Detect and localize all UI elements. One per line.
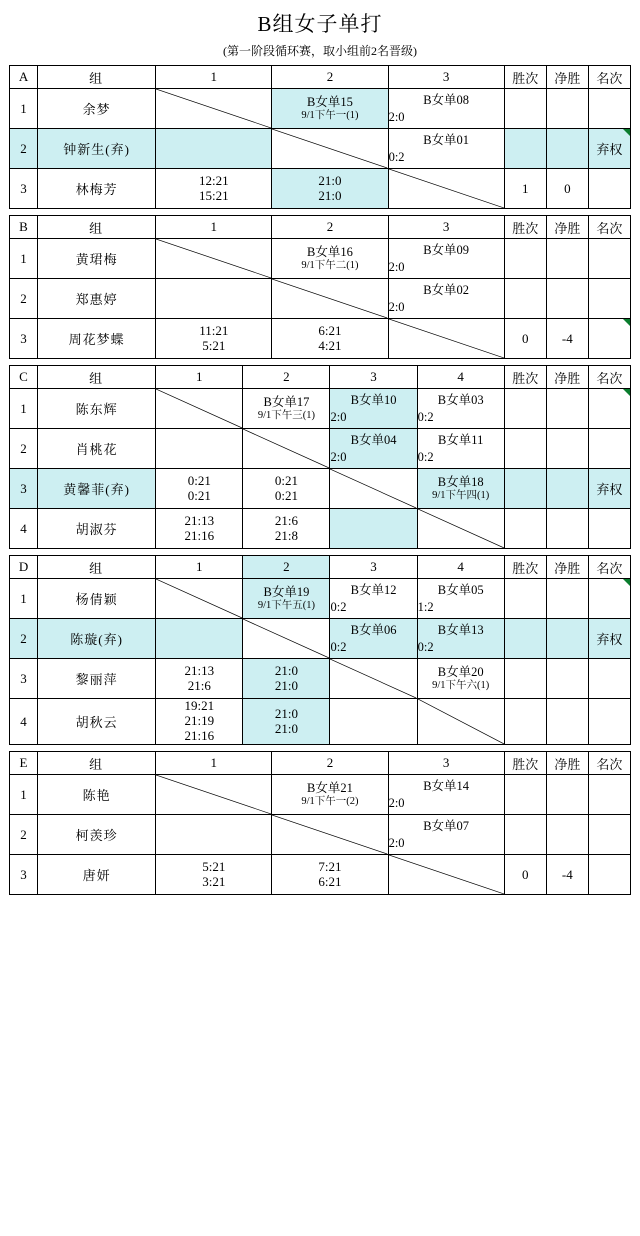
set-score: 21:16 bbox=[184, 527, 215, 543]
diagonal-cell bbox=[156, 775, 272, 815]
diagonal-cell bbox=[156, 239, 272, 279]
score-cell[interactable] bbox=[272, 319, 388, 359]
set-score: 21:0 bbox=[274, 677, 298, 693]
player-name: 周花梦蝶 bbox=[38, 319, 156, 359]
table-row bbox=[10, 509, 631, 549]
rank-value bbox=[588, 579, 630, 619]
set-score: 6:21 bbox=[318, 873, 342, 889]
group-letter: E bbox=[10, 752, 38, 775]
wins-value bbox=[504, 89, 546, 129]
match-time: 9/1下午一(1) bbox=[301, 109, 359, 121]
match-code: B女单20 bbox=[437, 665, 484, 680]
match-cell[interactable] bbox=[243, 389, 330, 429]
rank-header: 名次 bbox=[588, 556, 630, 579]
net-value bbox=[546, 279, 588, 319]
rank-value bbox=[588, 239, 630, 279]
wins-header: 胜次 bbox=[504, 556, 546, 579]
wins-header: 胜次 bbox=[504, 752, 546, 775]
group-table-c bbox=[9, 365, 631, 549]
table-row bbox=[10, 699, 631, 745]
match-time: 9/1下午三(1) bbox=[257, 409, 315, 421]
page-subtitle: (第一阶段循环赛，取小组前2名晋级) bbox=[223, 44, 417, 58]
net-value bbox=[546, 469, 588, 509]
empty-cell bbox=[156, 429, 243, 469]
group-letter: D bbox=[10, 556, 38, 579]
match-result: 2:0 bbox=[330, 450, 347, 464]
player-name: 余梦 bbox=[38, 89, 156, 129]
match-code: B女单19 bbox=[263, 585, 310, 600]
player-name: 柯羡珍 bbox=[38, 815, 156, 855]
set-score: 21:0 bbox=[318, 187, 342, 203]
match-cell[interactable] bbox=[417, 469, 504, 509]
net-value bbox=[546, 619, 588, 659]
column-header-3: 3 bbox=[330, 556, 417, 579]
row-index: 2 bbox=[10, 815, 38, 855]
diagonal-cell bbox=[156, 89, 272, 129]
diagonal-cell bbox=[388, 169, 504, 209]
match-result: 0:2 bbox=[388, 150, 405, 164]
set-score: 7:21 bbox=[318, 858, 342, 874]
column-header-2: 2 bbox=[272, 752, 388, 775]
match-code: B女单13 bbox=[437, 622, 484, 637]
match-code: B女单12 bbox=[350, 582, 397, 597]
rank-value bbox=[588, 775, 630, 815]
net-value bbox=[546, 699, 588, 745]
column-header-2: 2 bbox=[272, 216, 388, 239]
rank-value: 弃权 bbox=[588, 469, 630, 509]
score-cell[interactable] bbox=[272, 169, 388, 209]
match-cell[interactable] bbox=[330, 619, 417, 659]
column-header-3: 3 bbox=[330, 366, 417, 389]
net-value bbox=[546, 509, 588, 549]
score-cell[interactable] bbox=[243, 699, 330, 745]
set-score: 21:6 bbox=[187, 677, 211, 693]
set-score: 6:21 bbox=[318, 322, 342, 338]
column-header-2: 2 bbox=[243, 366, 330, 389]
match-time: 9/1下午四(1) bbox=[432, 489, 490, 501]
row-index: 4 bbox=[10, 699, 38, 745]
player-name: 钟新生(弃) bbox=[38, 129, 156, 169]
net-value: 0 bbox=[546, 169, 588, 209]
row-index: 3 bbox=[10, 855, 38, 895]
net-value bbox=[546, 239, 588, 279]
row-index: 1 bbox=[10, 775, 38, 815]
table-row bbox=[10, 279, 631, 319]
match-cell[interactable] bbox=[388, 239, 504, 279]
set-score: 0:21 bbox=[187, 472, 211, 488]
table-row bbox=[10, 855, 631, 895]
net-value bbox=[546, 389, 588, 429]
row-index: 2 bbox=[10, 429, 38, 469]
column-header-2: 2 bbox=[243, 556, 330, 579]
wins-value bbox=[504, 279, 546, 319]
group-zu-label: 组 bbox=[38, 66, 156, 89]
match-cell[interactable] bbox=[272, 775, 388, 815]
set-score: 19:21 bbox=[184, 698, 215, 714]
player-name: 黄馨菲(弃) bbox=[38, 469, 156, 509]
set-score: 11:21 bbox=[199, 322, 229, 338]
wins-value: 0 bbox=[504, 319, 546, 359]
set-score: 0:21 bbox=[274, 487, 298, 503]
row-index: 1 bbox=[10, 89, 38, 129]
group-zu-label: 组 bbox=[38, 216, 156, 239]
wins-value: 0 bbox=[504, 855, 546, 895]
match-cell[interactable] bbox=[330, 389, 417, 429]
column-header-1: 1 bbox=[156, 556, 243, 579]
net-header: 净胜 bbox=[546, 752, 588, 775]
net-value: -4 bbox=[546, 855, 588, 895]
column-header-3: 3 bbox=[388, 66, 504, 89]
table-row bbox=[10, 619, 631, 659]
table-row bbox=[10, 579, 631, 619]
empty-cell bbox=[330, 699, 417, 745]
table-row bbox=[10, 239, 631, 279]
score-cell[interactable] bbox=[156, 169, 272, 209]
group-table-a bbox=[9, 65, 631, 209]
player-name: 林梅芳 bbox=[38, 169, 156, 209]
wins-value bbox=[504, 239, 546, 279]
match-cell[interactable] bbox=[388, 815, 504, 855]
match-cell[interactable] bbox=[388, 279, 504, 319]
score-cell[interactable] bbox=[243, 509, 330, 549]
rank-header: 名次 bbox=[588, 216, 630, 239]
row-index: 1 bbox=[10, 239, 38, 279]
group-header-row bbox=[10, 66, 631, 89]
match-code: B女单07 bbox=[423, 818, 470, 833]
empty-cell bbox=[156, 279, 272, 319]
score-cell[interactable] bbox=[156, 319, 272, 359]
set-score: 21:13 bbox=[184, 512, 215, 528]
wins-value bbox=[504, 469, 546, 509]
column-header-3: 3 bbox=[388, 216, 504, 239]
net-header: 净胜 bbox=[546, 556, 588, 579]
row-index: 2 bbox=[10, 129, 38, 169]
row-index: 1 bbox=[10, 579, 38, 619]
column-header-2: 2 bbox=[272, 66, 388, 89]
diagonal-cell bbox=[330, 659, 417, 699]
table-row bbox=[10, 429, 631, 469]
player-name: 黎丽萍 bbox=[38, 659, 156, 699]
score-cell[interactable] bbox=[156, 509, 243, 549]
group-header-row bbox=[10, 216, 631, 239]
group-header-row bbox=[10, 752, 631, 775]
player-name: 杨倩颖 bbox=[38, 579, 156, 619]
diagonal-cell bbox=[417, 509, 504, 549]
set-score: 3:21 bbox=[202, 873, 226, 889]
rank-value: 弃权 bbox=[588, 129, 630, 169]
match-code: B女单03 bbox=[437, 392, 484, 407]
match-cell[interactable] bbox=[243, 579, 330, 619]
player-name: 肖桃花 bbox=[38, 429, 156, 469]
match-result: 0:2 bbox=[417, 450, 434, 464]
group-header-row bbox=[10, 366, 631, 389]
diagonal-cell bbox=[272, 815, 388, 855]
table-row bbox=[10, 129, 631, 169]
set-score: 21:0 bbox=[274, 720, 298, 736]
diagonal-cell bbox=[156, 579, 243, 619]
wins-value bbox=[504, 429, 546, 469]
rank-value bbox=[588, 89, 630, 129]
group-zu-label: 组 bbox=[38, 556, 156, 579]
group-zu-label: 组 bbox=[38, 752, 156, 775]
player-name: 胡秋云 bbox=[38, 699, 156, 745]
table-row bbox=[10, 469, 631, 509]
wins-value bbox=[504, 775, 546, 815]
set-score: 0:21 bbox=[274, 472, 298, 488]
net-value bbox=[546, 89, 588, 129]
row-index: 3 bbox=[10, 319, 38, 359]
empty-cell bbox=[156, 815, 272, 855]
score-cell[interactable] bbox=[243, 659, 330, 699]
match-code: B女单15 bbox=[307, 95, 353, 110]
match-cell[interactable] bbox=[330, 429, 417, 469]
groups-container bbox=[0, 65, 640, 895]
rank-value bbox=[588, 815, 630, 855]
diagonal-cell bbox=[243, 619, 330, 659]
match-cell[interactable] bbox=[388, 129, 504, 169]
match-code: B女单21 bbox=[307, 781, 353, 796]
match-code: B女单04 bbox=[350, 432, 397, 447]
match-code: B女单05 bbox=[437, 582, 484, 597]
match-cell[interactable] bbox=[417, 659, 504, 699]
diagonal-cell bbox=[388, 855, 504, 895]
match-cell[interactable] bbox=[388, 89, 504, 129]
wins-value bbox=[504, 509, 546, 549]
rank-value bbox=[588, 509, 630, 549]
row-index: 3 bbox=[10, 659, 38, 699]
page-title: B组女子单打 bbox=[257, 12, 383, 36]
set-score: 21:0 bbox=[274, 662, 298, 678]
score-cell[interactable] bbox=[156, 699, 243, 745]
player-name: 陈艳 bbox=[38, 775, 156, 815]
match-code: B女单06 bbox=[350, 622, 397, 637]
rank-value bbox=[588, 169, 630, 209]
player-name: 郑惠婷 bbox=[38, 279, 156, 319]
column-header-1: 1 bbox=[156, 366, 243, 389]
group-header-row bbox=[10, 556, 631, 579]
match-cell[interactable] bbox=[272, 89, 388, 129]
match-code: B女单08 bbox=[423, 92, 470, 107]
match-cell[interactable] bbox=[330, 579, 417, 619]
set-score: 21:6 bbox=[274, 512, 298, 528]
wins-header: 胜次 bbox=[504, 366, 546, 389]
table-row bbox=[10, 169, 631, 209]
match-time: 9/1下午二(1) bbox=[301, 259, 359, 271]
wins-value bbox=[504, 129, 546, 169]
wins-value bbox=[504, 699, 546, 745]
diagonal-cell bbox=[156, 389, 243, 429]
set-score: 21:13 bbox=[184, 662, 215, 678]
set-score: 5:21 bbox=[202, 337, 226, 353]
row-index: 3 bbox=[10, 469, 38, 509]
match-result: 2:0 bbox=[388, 836, 405, 850]
match-code: B女单09 bbox=[423, 242, 470, 257]
group-letter: C bbox=[10, 366, 38, 389]
diagonal-cell bbox=[417, 699, 504, 745]
set-score: 21:0 bbox=[274, 705, 298, 721]
match-result: 2:0 bbox=[388, 110, 405, 124]
set-score: 21:19 bbox=[184, 713, 215, 729]
match-code: B女单18 bbox=[437, 475, 484, 490]
wins-header: 胜次 bbox=[504, 216, 546, 239]
match-code: B女单14 bbox=[423, 778, 470, 793]
rank-value bbox=[588, 319, 630, 359]
match-result: 0:2 bbox=[417, 640, 434, 654]
set-score: 21:0 bbox=[318, 172, 342, 188]
net-value bbox=[546, 129, 588, 169]
net-header: 净胜 bbox=[546, 366, 588, 389]
rank-value bbox=[588, 855, 630, 895]
column-header-4: 4 bbox=[417, 366, 504, 389]
player-name: 陈东辉 bbox=[38, 389, 156, 429]
wins-value bbox=[504, 619, 546, 659]
net-value bbox=[546, 659, 588, 699]
diagonal-cell bbox=[243, 429, 330, 469]
column-header-1: 1 bbox=[156, 752, 272, 775]
match-result: 2:0 bbox=[388, 260, 405, 274]
table-row bbox=[10, 389, 631, 429]
wins-value bbox=[504, 389, 546, 429]
player-name: 唐妍 bbox=[38, 855, 156, 895]
net-value bbox=[546, 815, 588, 855]
wins-value bbox=[504, 579, 546, 619]
set-score: 21:16 bbox=[184, 727, 215, 743]
match-time: 9/1下午五(1) bbox=[257, 599, 315, 611]
match-result: 0:2 bbox=[330, 600, 347, 614]
match-result: 2:0 bbox=[388, 300, 405, 314]
row-index: 2 bbox=[10, 619, 38, 659]
match-cell[interactable] bbox=[417, 619, 504, 659]
column-header-4: 4 bbox=[417, 556, 504, 579]
set-score: 0:21 bbox=[187, 487, 211, 503]
column-header-1: 1 bbox=[156, 216, 272, 239]
group-table-d bbox=[9, 555, 631, 745]
wins-value bbox=[504, 815, 546, 855]
match-code: B女单02 bbox=[423, 282, 470, 297]
rank-header: 名次 bbox=[588, 752, 630, 775]
net-value bbox=[546, 775, 588, 815]
score-cell[interactable] bbox=[156, 855, 272, 895]
row-index: 1 bbox=[10, 389, 38, 429]
match-cell[interactable] bbox=[272, 239, 388, 279]
group-table-e bbox=[9, 751, 631, 895]
diagonal-cell bbox=[388, 319, 504, 359]
match-time: 9/1下午一(2) bbox=[301, 795, 359, 807]
rank-value bbox=[588, 659, 630, 699]
wins-value bbox=[504, 659, 546, 699]
rank-value: 弃权 bbox=[588, 619, 630, 659]
net-value bbox=[546, 579, 588, 619]
match-code: B女单11 bbox=[437, 432, 484, 447]
set-score: 12:21 bbox=[198, 172, 229, 188]
net-value bbox=[546, 429, 588, 469]
wins-value: 1 bbox=[504, 169, 546, 209]
diagonal-cell bbox=[272, 129, 388, 169]
column-header-3: 3 bbox=[388, 752, 504, 775]
player-name: 陈璇(弃) bbox=[38, 619, 156, 659]
rank-header: 名次 bbox=[588, 366, 630, 389]
rank-header: 名次 bbox=[588, 66, 630, 89]
table-row bbox=[10, 659, 631, 699]
match-cell[interactable] bbox=[417, 429, 504, 469]
rank-value bbox=[588, 699, 630, 745]
empty-cell bbox=[330, 509, 417, 549]
set-score: 15:21 bbox=[198, 187, 229, 203]
table-row bbox=[10, 815, 631, 855]
player-name: 胡淑芬 bbox=[38, 509, 156, 549]
net-header: 净胜 bbox=[546, 216, 588, 239]
match-result: 1:2 bbox=[417, 600, 434, 614]
table-row bbox=[10, 89, 631, 129]
match-result: 2:0 bbox=[330, 410, 347, 424]
wins-header: 胜次 bbox=[504, 66, 546, 89]
match-cell[interactable] bbox=[417, 579, 504, 619]
player-name: 黄珺梅 bbox=[38, 239, 156, 279]
match-cell[interactable] bbox=[388, 775, 504, 815]
score-cell[interactable] bbox=[243, 469, 330, 509]
row-index: 3 bbox=[10, 169, 38, 209]
score-cell[interactable] bbox=[272, 855, 388, 895]
net-value: -4 bbox=[546, 319, 588, 359]
group-table-b bbox=[9, 215, 631, 359]
match-code: B女单16 bbox=[307, 245, 353, 260]
match-code: B女单10 bbox=[350, 392, 397, 407]
diagonal-cell bbox=[330, 469, 417, 509]
score-cell[interactable] bbox=[156, 469, 243, 509]
table-row bbox=[10, 775, 631, 815]
group-zu-label: 组 bbox=[38, 366, 156, 389]
match-result: 0:2 bbox=[330, 640, 347, 654]
group-letter: A bbox=[10, 66, 38, 89]
match-code: B女单01 bbox=[423, 132, 470, 147]
diagonal-cell bbox=[272, 279, 388, 319]
table-row bbox=[10, 319, 631, 359]
empty-cell bbox=[156, 619, 243, 659]
row-index: 4 bbox=[10, 509, 38, 549]
score-cell[interactable] bbox=[156, 659, 243, 699]
match-cell[interactable] bbox=[417, 389, 504, 429]
rank-value bbox=[588, 279, 630, 319]
row-index: 2 bbox=[10, 279, 38, 319]
match-code: B女单17 bbox=[263, 395, 310, 410]
set-score: 21:8 bbox=[274, 527, 298, 543]
match-result: 0:2 bbox=[417, 410, 434, 424]
set-score: 5:21 bbox=[202, 858, 226, 874]
match-time: 9/1下午六(1) bbox=[432, 679, 490, 691]
net-header: 净胜 bbox=[546, 66, 588, 89]
column-header-1: 1 bbox=[156, 66, 272, 89]
set-score: 4:21 bbox=[318, 337, 342, 353]
empty-cell bbox=[156, 129, 272, 169]
rank-value bbox=[588, 389, 630, 429]
group-letter: B bbox=[10, 216, 38, 239]
match-result: 2:0 bbox=[388, 796, 405, 810]
rank-value bbox=[588, 429, 630, 469]
